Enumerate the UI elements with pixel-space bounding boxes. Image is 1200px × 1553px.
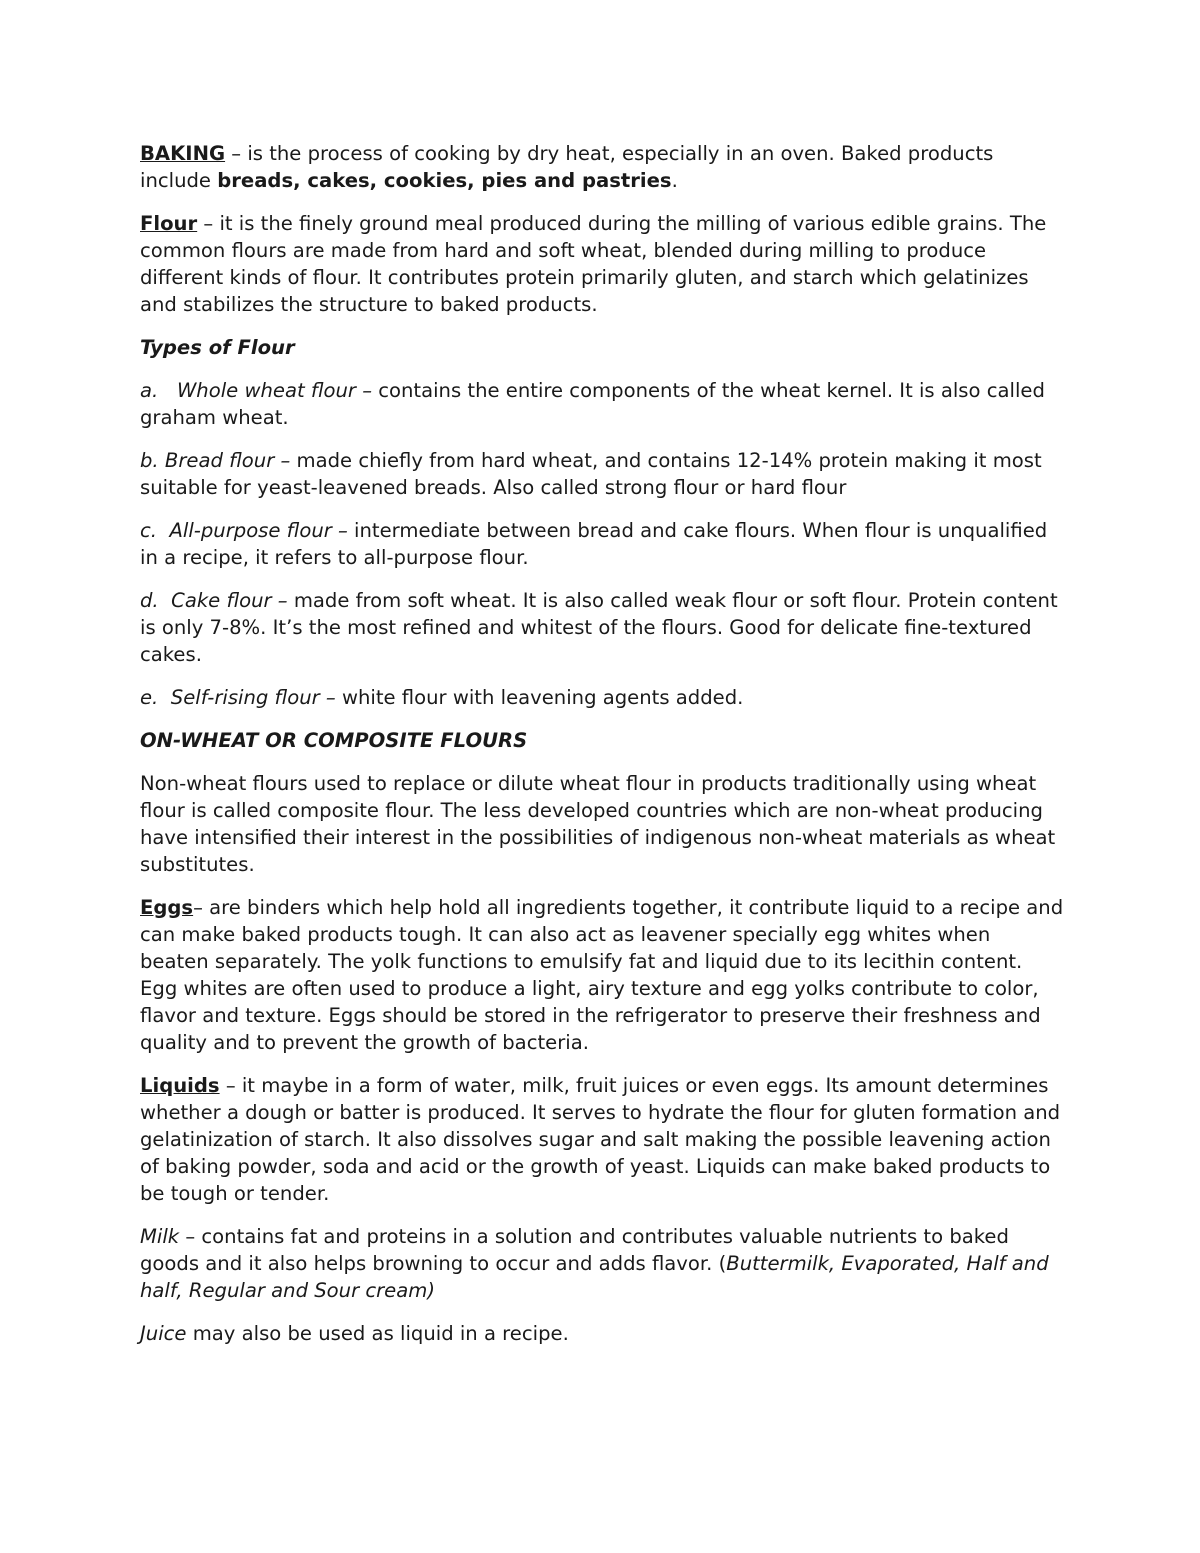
juice-definition: may also be used as liquid in a recipe. [186,1322,569,1345]
flour-type-description: made from soft wheat. It is also called weak flour or soft flour. Protein content is only 7-8%. It’s the most refined and whitest of the flours. Good for delicate fine-textured cakes. [140,589,1058,666]
list-spacer [157,519,169,542]
flour-type-name: Cake flour – [171,589,288,612]
flour-type-item [140,517,1065,571]
milk-definition: – contains fat and proteins in a solution and contributes valuable nutrients to baked goods and it also helps browning to occur and adds flavor. ( [140,1225,1009,1275]
flour-type-item [140,587,1065,668]
flour-type-description: made chiefly from hard wheat, and contains 12-14% protein making it most suitable for yeast-leavened breads. Also called strong flour or hard flour [140,449,1042,499]
baking-period: . [671,169,678,192]
baking-paragraph [140,140,1065,194]
composite-flours-paragraph: Non-wheat flours used to replace or dilute wheat flour in products traditionally using wheat flour is called composite flour. The less developed countries which are non-wheat producing have intensified their interest in the possibilities of indigenous non-wheat materials as wheat substitutes. [140,772,1056,876]
flour-type-description: contains the entire components of the wheat kernel. It is also called graham wheat. [140,379,1045,429]
eggs-term: Eggs [140,896,194,919]
flour-type-item [140,684,1065,711]
document-page [140,140,1065,1363]
list-spacer [158,686,170,709]
flour-definition: – it is the finely ground meal produced during the milling of various edible grains. The common flours are made from hard and soft wheat, blended during milling to produce different kinds of flour. It contributes protein primarily gluten, and starch which gelatinizes and stabilizes the structure to baked products. [140,212,1047,316]
list-marker: d. [140,589,159,612]
baking-definition: – is the process of cooking by dry heat, especially in an oven. Baked products include [140,142,994,192]
liquids-term: Liquids [140,1074,220,1097]
types-of-flour-heading: Types of Flour [140,336,295,359]
baked-products-list: breads, cakes, cookies, pies and pastries [217,169,672,192]
juice-term: Juice [140,1322,187,1345]
baking-term: BAKING [140,142,226,165]
composite-flours-heading: ON-WHEAT OR COMPOSITE FLOURS [140,729,528,752]
flour-type-name: All-purpose flour – [169,519,348,542]
list-marker: b. [140,449,159,472]
eggs-paragraph [140,894,1065,1056]
eggs-definition: – are binders which help hold all ingredients together, it contribute liquid to a recipe and can make baked products tough. It can also act as leavener specially egg whites when beaten separately. The yolk functions to emulsify fat and liquid due to its lecithin content. Egg whites are often used to produce a light, airy texture and egg yolks contribute to color, flavor and texture. Eggs should be stored in the refrigerator to preserve their freshness and quality and to prevent the growth of bacteria. [140,896,1064,1054]
flour-type-item [140,447,1065,501]
list-spacer [159,589,171,612]
flour-type-item [140,377,1065,431]
milk-paragraph [140,1223,1065,1304]
liquids-paragraph [140,1072,1065,1207]
list-spacer [158,379,177,402]
list-marker: c. [140,519,158,542]
milk-types-list: Buttermilk, Evaporated, Half and half, Regular and Sour cream) [140,1252,1049,1302]
liquids-definition: – it maybe in a form of water, milk, fruit juices or even eggs. Its amount determines whether a dough or batter is produced. It serves to hydrate the flour for gluten formation and gelatinization of starch. It also dissolves sugar and salt making the possible leavening action of baking powder, soda and acid or the growth of yeast. Liquids can make baked products to be tough or tender. [140,1074,1061,1205]
flour-type-name: Whole wheat flour – [176,379,373,402]
flour-type-name: Bread flour – [164,449,291,472]
flour-paragraph [140,210,1065,318]
flour-type-description: white flour with leavening agents added. [335,686,744,709]
milk-term: Milk [140,1225,180,1248]
list-marker: a. [140,379,159,402]
flour-type-description: intermediate between bread and cake flours. When flour is unqualified in a recipe, it refers to all-purpose flour. [140,519,1048,569]
juice-paragraph [140,1320,1065,1347]
list-marker: e. [140,686,159,709]
flour-term: Flour [140,212,198,235]
flour-type-name: Self-rising flour – [170,686,336,709]
